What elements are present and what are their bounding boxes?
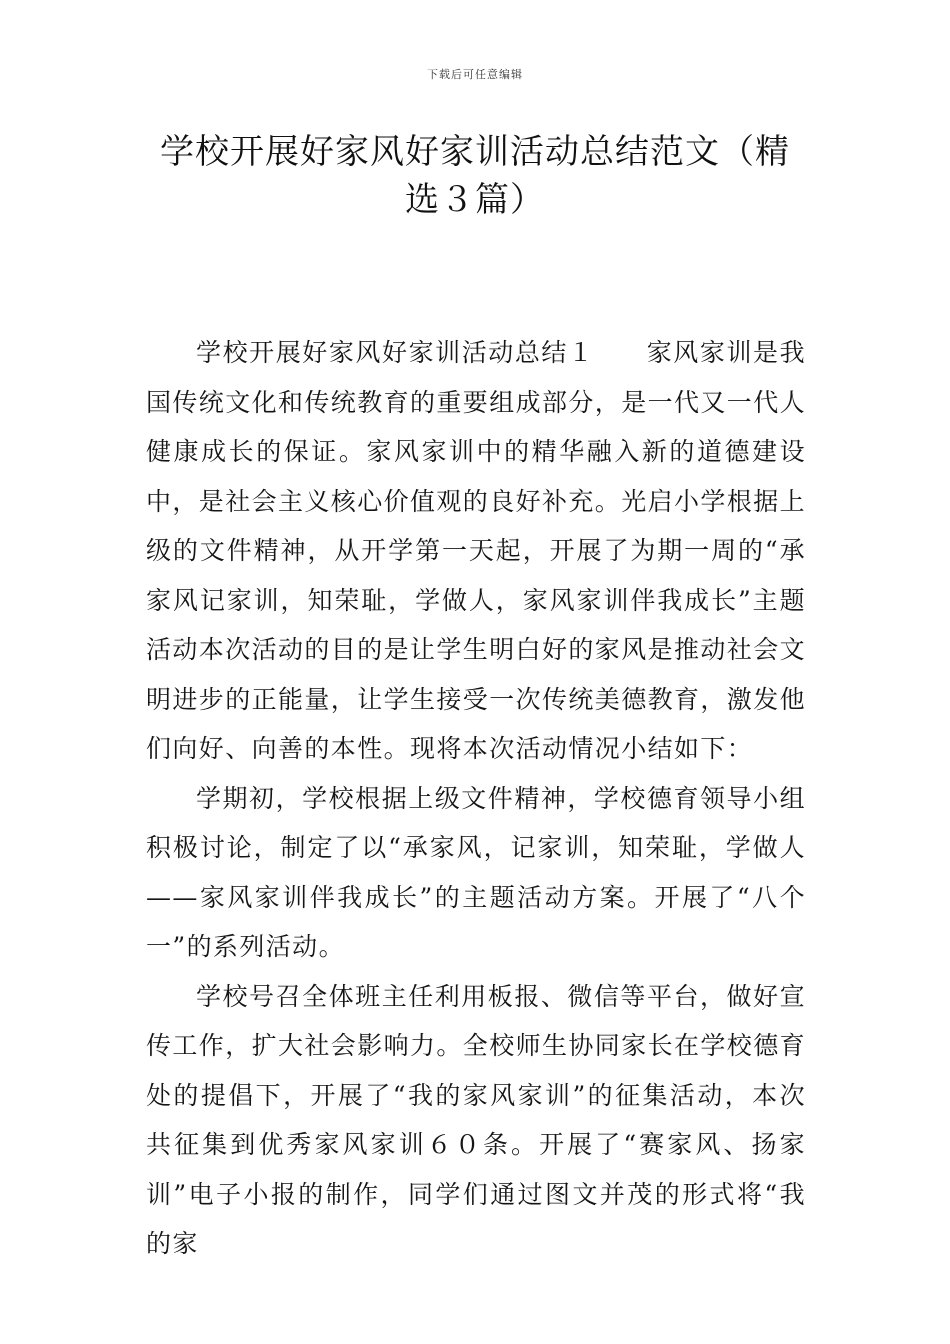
document-title-line-1: 学校开展好家风好家训活动总结范文（精 [160, 132, 790, 172]
paragraph-1 [146, 328, 806, 774]
document-title [140, 128, 810, 224]
section-heading: 学校开展好家风好家训活动总结１ [196, 338, 595, 367]
paragraph-1-text: 家风家训是我国传统文化和传统教育的重要组成部分，是一代又一代人健康成长的保证。家风家训中的精华融入新的道德建设中，是社会主义核心价值观的良好补充。光启小学根据上级的文件精神，从开学第一天起，开展了为期一周的“承家风记家训，知荣耻，学做人，家风家训伴我成长”主题活动本次活动的目的是让学生明白好的家风是推动社会文明进步的正能量，让学生接受一次传统美德教育，激发他们向好、向善的本性。现将本次活动情况小结如下： [146, 338, 807, 763]
paragraph-2: 学期初，学校根据上级文件精神，学校德育领导小组积极讨论，制定了以“承家风，记家训，知荣耻，学做人——家风家训伴我成长”的主题活动方案。开展了“八个一”的系列活动。 [146, 783, 806, 961]
paragraph-3: 学校号召全体班主任利用板报、微信等平台，做好宣传工作，扩大社会影响力。全校师生协同家长在学校德育处的提倡下，开展了“我的家风家训”的征集活动，本次共征集到优秀家风家训６０条。开展了“赛家风、扬家训”电子小报的制作，同学们通过图文并茂的形式将“我的家 [146, 981, 807, 1258]
header-note: 下载后可任意编辑 [427, 68, 523, 81]
document-body [146, 328, 806, 1269]
document-title-line-2: 选３篇） [405, 180, 545, 220]
